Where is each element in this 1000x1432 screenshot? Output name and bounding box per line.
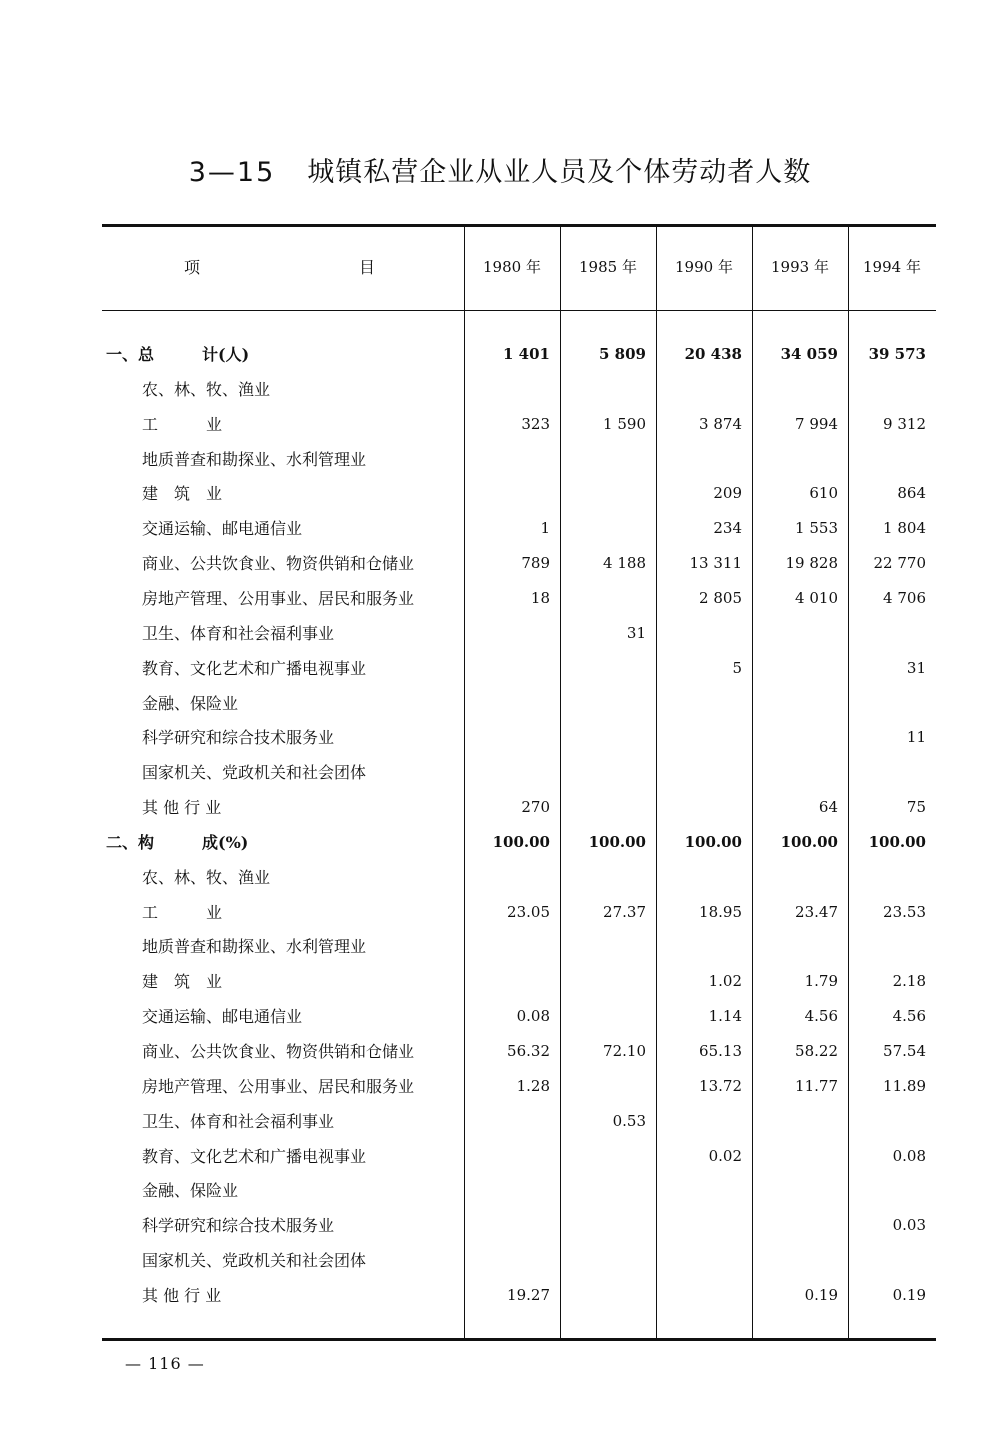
row-value-cell: 19 828 (785, 554, 838, 573)
row-label: 一、总 计(人) (106, 345, 250, 364)
row-value-cell: 11 (906, 728, 926, 747)
row-value-cell: 23.53 (883, 902, 926, 921)
row-value-cell: 7 994 (795, 414, 838, 433)
row-value-cell: 5 (732, 658, 742, 677)
row-value-cell: 23.47 (795, 902, 838, 921)
row-label: 金融、保险业 (142, 1181, 239, 1201)
row-value-cell: 100.00 (868, 832, 926, 851)
row-value-cell: 11.89 (883, 1076, 926, 1095)
row-label: 科学研究和综合技术服务业 (142, 1216, 335, 1236)
row-value-cell: 75 (906, 798, 926, 817)
table-row (102, 999, 936, 1034)
header-year-cell: 1990 年 (675, 258, 733, 276)
row-value-cell: 1.02 (708, 972, 742, 991)
table-row (102, 895, 936, 930)
row-label: 工 业 (142, 414, 223, 434)
row-value-cell: 4 706 (883, 588, 926, 607)
row-label: 商业、公共饮食业、物资供销和仓储业 (142, 1042, 415, 1061)
table-row (102, 616, 936, 651)
table-row (102, 511, 936, 546)
row-label: 交通运输、邮电通信业 (142, 1007, 303, 1027)
row-value-cell: 4 010 (795, 588, 838, 607)
table-row (102, 407, 936, 442)
row-value-cell: 4.56 (804, 1007, 838, 1026)
row-value-cell: 39 573 (868, 345, 926, 363)
row-value-cell: 0.19 (892, 1285, 926, 1304)
row-value-cell: 864 (897, 484, 926, 503)
row-value-cell: 789 (521, 554, 550, 573)
row-value-cell: 13.72 (699, 1076, 742, 1095)
header-item-label-right: 目 (359, 258, 376, 277)
row-value-cell: 100.00 (780, 832, 838, 851)
table-row (102, 1278, 936, 1313)
table-row (102, 755, 936, 790)
row-label: 金融、保险业 (142, 693, 239, 713)
row-value-cell: 58.22 (795, 1042, 838, 1060)
row-value-cell: 3 874 (699, 414, 742, 433)
table-row (102, 476, 936, 511)
table-row (102, 964, 936, 999)
row-value-cell: 64 (818, 798, 838, 817)
table-row (102, 581, 936, 616)
table-row (102, 860, 936, 895)
row-label: 农、林、牧、渔业 (142, 867, 271, 887)
row-label: 国家机关、党政机关和社会团体 (142, 1251, 367, 1271)
table-row (102, 651, 936, 686)
row-label: 商业、公共饮食业、物资供销和仓储业 (142, 554, 415, 574)
row-label: 房地产管理、公用事业、居民和服务业 (142, 588, 415, 608)
table-row (102, 790, 936, 825)
row-value-cell: 9 312 (883, 414, 926, 433)
header-item-cell (102, 224, 464, 311)
table-row (102, 1034, 936, 1069)
row-value-cell: 1 804 (883, 519, 926, 538)
row-value-cell: 18 (530, 588, 550, 607)
table-row (102, 442, 936, 477)
row-value-cell: 100.00 (684, 832, 742, 851)
row-label: 科学研究和综合技术服务业 (142, 728, 335, 748)
table-row (102, 1243, 936, 1278)
row-value-cell: 0.19 (804, 1285, 838, 1304)
table-row (102, 720, 936, 755)
row-label: 建 筑 业 (142, 972, 223, 992)
header-year-cell: 1985 年 (579, 258, 637, 276)
row-value-cell: 13 311 (689, 554, 742, 573)
row-value-cell: 11.77 (795, 1076, 838, 1095)
row-value-cell: 0.53 (612, 1111, 646, 1130)
row-value-cell: 65.13 (699, 1042, 742, 1060)
row-value-cell: 2 805 (699, 588, 742, 607)
row-label: 交通运输、邮电通信业 (142, 519, 303, 539)
table-row (102, 1069, 936, 1104)
table-row (102, 1173, 936, 1208)
section-row (102, 825, 936, 860)
row-value-cell: 1.79 (804, 972, 838, 991)
row-value-cell: 0.02 (708, 1146, 742, 1165)
row-label: 农、林、牧、渔业 (142, 379, 271, 399)
row-value-cell: 610 (809, 484, 838, 503)
row-value-cell: 72.10 (603, 1042, 646, 1060)
row-value-cell: 5 809 (599, 345, 646, 363)
row-value-cell: 19.27 (507, 1285, 550, 1304)
row-value-cell: 209 (713, 484, 742, 503)
header-year-cell: 1980 年 (483, 258, 541, 276)
row-value-cell: 1 553 (795, 519, 838, 538)
row-value-cell: 270 (521, 798, 550, 817)
row-value-cell: 1 590 (603, 414, 646, 433)
header-year-cell: 1994 年 (863, 258, 921, 276)
row-value-cell: 1 (540, 519, 550, 538)
row-label: 国家机关、党政机关和社会团体 (142, 763, 367, 783)
table-row (102, 929, 936, 964)
row-value-cell: 1.14 (708, 1007, 742, 1026)
row-label: 建 筑 业 (142, 484, 223, 504)
row-value-cell: 0.03 (892, 1216, 926, 1235)
row-label: 地质普查和勘探业、水利管理业 (142, 937, 367, 957)
table-row (102, 372, 936, 407)
table-row (102, 686, 936, 721)
table-bottom-rule (102, 1338, 936, 1341)
row-value-cell: 57.54 (883, 1042, 926, 1060)
row-label: 地质普查和勘探业、水利管理业 (142, 449, 367, 469)
table-row (102, 546, 936, 581)
row-value-cell: 27.37 (603, 902, 646, 921)
row-label: 二、构 成(%) (106, 832, 249, 852)
row-value-cell: 100.00 (588, 832, 646, 851)
row-label: 工 业 (142, 902, 223, 922)
row-value-cell: 1.28 (516, 1076, 550, 1095)
row-value-cell: 0.08 (892, 1146, 926, 1165)
row-label: 卫生、体育和社会福利事业 (142, 623, 335, 643)
row-value-cell: 4 188 (603, 554, 646, 573)
row-value-cell: 2.18 (892, 972, 926, 991)
row-value-cell: 234 (713, 519, 742, 538)
header-year-cell: 1993 年 (771, 258, 829, 276)
table-row (102, 1104, 936, 1139)
row-label: 卫生、体育和社会福利事业 (142, 1111, 335, 1131)
table-number: 3—15 (188, 157, 276, 188)
row-label: 房地产管理、公用事业、居民和服务业 (142, 1076, 415, 1096)
row-label: 其 他 行 业 (142, 1285, 222, 1305)
row-label: 教育、文化艺术和广播电视事业 (142, 1146, 367, 1166)
table-row (102, 1139, 936, 1174)
row-value-cell: 1 401 (503, 345, 550, 363)
row-label: 教育、文化艺术和广播电视事业 (142, 658, 367, 678)
row-label: 其 他 行 业 (142, 798, 222, 818)
row-value-cell: 22 770 (873, 554, 926, 573)
row-value-cell: 18.95 (699, 902, 742, 921)
row-value-cell: 31 (626, 623, 646, 642)
header-item-label-left: 项 (184, 258, 201, 277)
table-row (102, 1208, 936, 1243)
row-value-cell: 20 438 (684, 345, 742, 363)
page-title (0, 150, 1000, 189)
row-value-cell: 56.32 (507, 1042, 550, 1060)
table-title-text: 城镇私营企业从业人员及个体劳动者人数 (307, 157, 812, 188)
row-value-cell: 4.56 (892, 1007, 926, 1026)
row-value-cell: 323 (521, 414, 550, 433)
page-number: — 116 — (125, 1354, 205, 1373)
row-value-cell: 34 059 (780, 345, 838, 363)
row-value-cell: 31 (906, 658, 926, 677)
row-value-cell: 23.05 (507, 902, 550, 921)
section-row (102, 337, 936, 372)
row-value-cell: 0.08 (516, 1007, 550, 1026)
row-value-cell: 100.00 (492, 832, 550, 851)
